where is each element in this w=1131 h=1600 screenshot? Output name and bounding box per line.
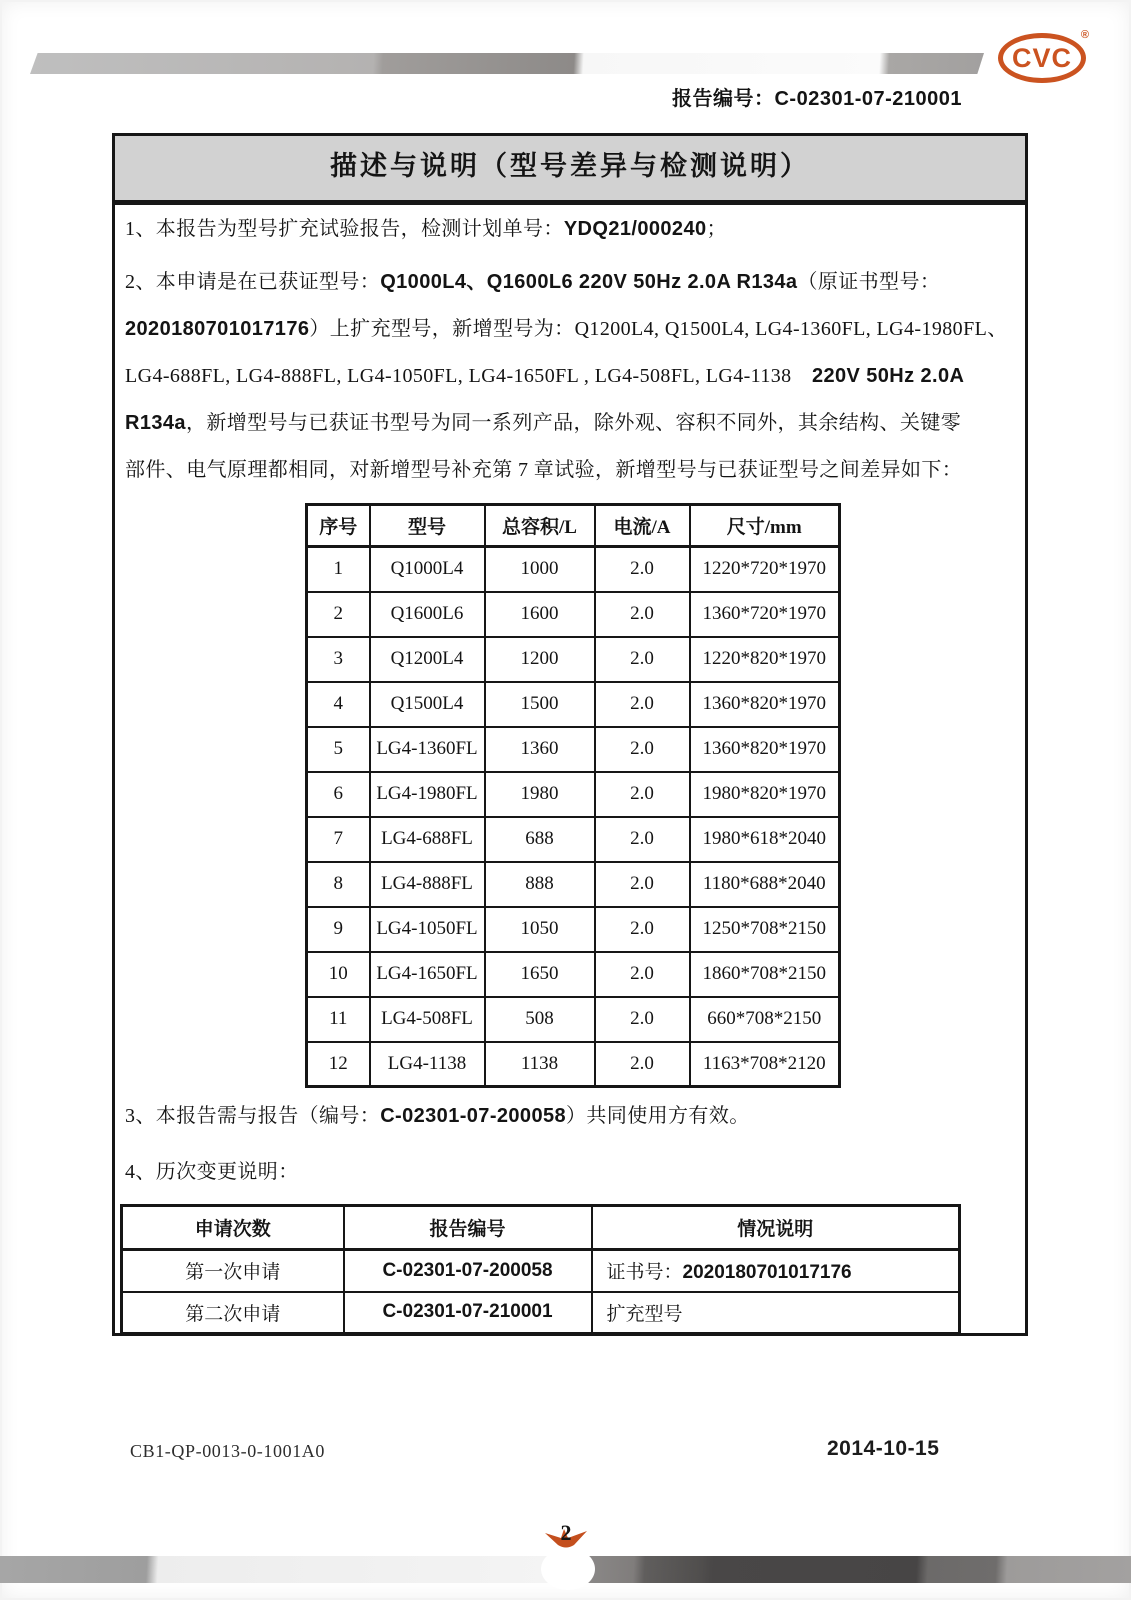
- text-segment: C-02301-07-200058: [380, 1105, 567, 1127]
- column-header: 总容积/L: [485, 505, 595, 547]
- table-row: [307, 682, 840, 727]
- table-cell: LG4-1050FL: [370, 907, 485, 952]
- table-row: [307, 907, 840, 952]
- table-cell: Q1200L4: [370, 637, 485, 682]
- table-cell: 888: [485, 862, 595, 907]
- column-header: 申请次数: [122, 1206, 344, 1250]
- table-cell: 1360*820*1970: [690, 682, 840, 727]
- table-cell: LG4-508FL: [370, 997, 485, 1042]
- header-decor-bar: [30, 53, 984, 74]
- column-header: 序号: [307, 505, 370, 547]
- text-segment: ）共同使用方有效。: [566, 1105, 750, 1127]
- change-history-table: [120, 1204, 961, 1335]
- table-cell: 1980*618*2040: [690, 817, 840, 862]
- text-segment: 3、本报告需与报告（编号：: [125, 1105, 381, 1127]
- table-cell: 1220*720*1970: [690, 547, 840, 592]
- table-cell: LG4-1650FL: [370, 952, 485, 997]
- table-row: [307, 727, 840, 772]
- table-cell: LG4-1980FL: [370, 772, 485, 817]
- table-cell: Q1500L4: [370, 682, 485, 727]
- table-row: [307, 592, 840, 637]
- text-line: [125, 306, 1027, 353]
- text-segment: ）上扩充型号，新增型号为：Q1200L4, Q1500L4, LG4-1360FL, LG4-1980FL、: [309, 318, 1008, 340]
- table-row: [307, 952, 840, 997]
- text-segment: 2020180701017176: [682, 1262, 852, 1284]
- table-cell: 2.0: [595, 952, 690, 997]
- table-cell: 2: [307, 592, 370, 637]
- table-cell: 2.0: [595, 817, 690, 862]
- table-cell: 12: [307, 1042, 370, 1087]
- column-header: 报告编号: [344, 1206, 592, 1250]
- table-cell: 2.0: [595, 547, 690, 592]
- table-cell: [592, 1292, 960, 1334]
- table-cell: 688: [485, 817, 595, 862]
- table-row: [307, 862, 840, 907]
- table-cell: 1650: [485, 952, 595, 997]
- table-cell: Q1000L4: [370, 547, 485, 592]
- column-header: 型号: [370, 505, 485, 547]
- table-cell: 6: [307, 772, 370, 817]
- table-cell: 4: [307, 682, 370, 727]
- table-cell: 1250*708*2150: [690, 907, 840, 952]
- table-row: [307, 547, 840, 592]
- table-cell: C-02301-07-200058: [344, 1250, 592, 1292]
- page-number: 2: [560, 1520, 572, 1545]
- text-line: [125, 259, 1027, 306]
- text-line: [125, 447, 1027, 494]
- table-cell: 3: [307, 637, 370, 682]
- table-cell: 2.0: [595, 907, 690, 952]
- table-cell: 1860*708*2150: [690, 952, 840, 997]
- report-number-value: C-02301-07-210001: [774, 88, 962, 110]
- column-header: 电流/A: [595, 505, 690, 547]
- table-cell: 660*708*2150: [690, 997, 840, 1042]
- text-line: [125, 400, 1027, 447]
- text-segment: 220V 50Hz 2.0A: [791, 365, 965, 387]
- report-number-line: [0, 82, 962, 111]
- text-line: [125, 353, 1027, 400]
- text-segment: 扩充型号: [606, 1303, 683, 1325]
- text-segment: （原证书型号：: [797, 271, 941, 293]
- table-cell: 1600: [485, 592, 595, 637]
- table-cell: 11: [307, 997, 370, 1042]
- table-row: [307, 772, 840, 817]
- table-cell: 1980*820*1970: [690, 772, 840, 817]
- table-row: [307, 637, 840, 682]
- table-cell: 8: [307, 862, 370, 907]
- table-cell: 7: [307, 817, 370, 862]
- table-cell: 1138: [485, 1042, 595, 1087]
- table-cell: 9: [307, 907, 370, 952]
- change-table-wrap: [120, 1204, 961, 1335]
- table-cell: LG4-1138: [370, 1042, 485, 1087]
- table-cell: 2.0: [595, 592, 690, 637]
- table-cell: 1980: [485, 772, 595, 817]
- table-cell: 1220*820*1970: [690, 637, 840, 682]
- table-cell: 1: [307, 547, 370, 592]
- table-cell: LG4-1360FL: [370, 727, 485, 772]
- table-cell: 2.0: [595, 727, 690, 772]
- section-title: 描述与说明（型号差异与检测说明）: [112, 133, 1028, 205]
- text-segment: ，新增型号与已获证书型号为同一系列产品，除外观、容积不同外，其余结构、关键零: [185, 412, 962, 434]
- table-header-row: [122, 1206, 960, 1250]
- table-cell: 1360*820*1970: [690, 727, 840, 772]
- table-row: [122, 1250, 960, 1292]
- text-segment: 1、本报告为型号扩充试验报告，检测计划单号：: [125, 218, 564, 240]
- text-segment: LG4-688FL, LG4-888FL, LG4-1050FL, LG4-1650FL , LG4-508FL, LG4-1138: [125, 365, 792, 387]
- table-cell: 1180*688*2040: [690, 862, 840, 907]
- table-cell: 2.0: [595, 1042, 690, 1087]
- table-cell: 10: [307, 952, 370, 997]
- table-cell: [592, 1250, 960, 1292]
- table-row: [307, 1042, 840, 1087]
- table-cell: LG4-888FL: [370, 862, 485, 907]
- table-cell: 第二次申请: [122, 1292, 344, 1334]
- table-cell: Q1600L6: [370, 592, 485, 637]
- paragraph-1: [125, 212, 727, 241]
- table-cell: 1050: [485, 907, 595, 952]
- text-segment: Q1000L4、Q1600L6 220V 50Hz 2.0A R134a: [380, 271, 798, 293]
- footer-decor-notch: [541, 1548, 595, 1590]
- table-cell: 2.0: [595, 772, 690, 817]
- footer-doc-code: CB1-QP-0013-0-1001A0: [130, 1441, 325, 1461]
- table-cell: 1360*720*1970: [690, 592, 840, 637]
- registered-mark-icon: ®: [1080, 29, 1090, 41]
- table-row: [307, 997, 840, 1042]
- table-header-row: [307, 505, 840, 547]
- page-marker: [542, 1520, 590, 1550]
- paragraph-4: [125, 1155, 299, 1184]
- cvc-logo-text: CVC: [1011, 42, 1072, 73]
- table-cell: C-02301-07-210001: [344, 1292, 592, 1334]
- text-segment: 4、历次变更说明：: [125, 1161, 299, 1183]
- table-cell: 1000: [485, 547, 595, 592]
- table-row: [307, 817, 840, 862]
- text-segment: ；: [706, 218, 727, 240]
- table-row: [122, 1292, 960, 1334]
- text-segment: YDQ21/000240: [563, 218, 707, 240]
- table-cell: 2.0: [595, 862, 690, 907]
- table-cell: 2.0: [595, 637, 690, 682]
- text-segment: 部件、电气原理都相同，对新增型号补充第 7 章试验，新增型号与已获证型号之间差异如下：: [125, 459, 963, 481]
- text-segment: 2020180701017176: [125, 318, 310, 340]
- paragraph-3: [125, 1099, 750, 1128]
- table-cell: 5: [307, 727, 370, 772]
- table-cell: 2.0: [595, 682, 690, 727]
- table-cell: 1500: [485, 682, 595, 727]
- content-box: [112, 205, 1028, 1336]
- text-segment: 2、本申请是在已获证型号：: [125, 271, 381, 293]
- table-cell: 2.0: [595, 997, 690, 1042]
- model-table-wrap: [305, 503, 841, 1088]
- text-segment: 证书号：: [606, 1262, 683, 1284]
- table-cell: 1360: [485, 727, 595, 772]
- table-cell: 508: [485, 997, 595, 1042]
- report-number-label: 报告编号：: [671, 88, 775, 110]
- cvc-logo: [998, 29, 1090, 83]
- table-cell: 第一次申请: [122, 1250, 344, 1292]
- text-segment: R134a: [125, 412, 186, 434]
- footer-date: 2014-10-15: [827, 1437, 940, 1460]
- table-cell: 1163*708*2120: [690, 1042, 840, 1087]
- model-difference-table: [305, 503, 841, 1088]
- column-header: 尺寸/mm: [690, 505, 840, 547]
- table-cell: 1200: [485, 637, 595, 682]
- column-header: 情况说明: [592, 1206, 960, 1250]
- paragraph-2: [125, 259, 1027, 494]
- table-cell: LG4-688FL: [370, 817, 485, 862]
